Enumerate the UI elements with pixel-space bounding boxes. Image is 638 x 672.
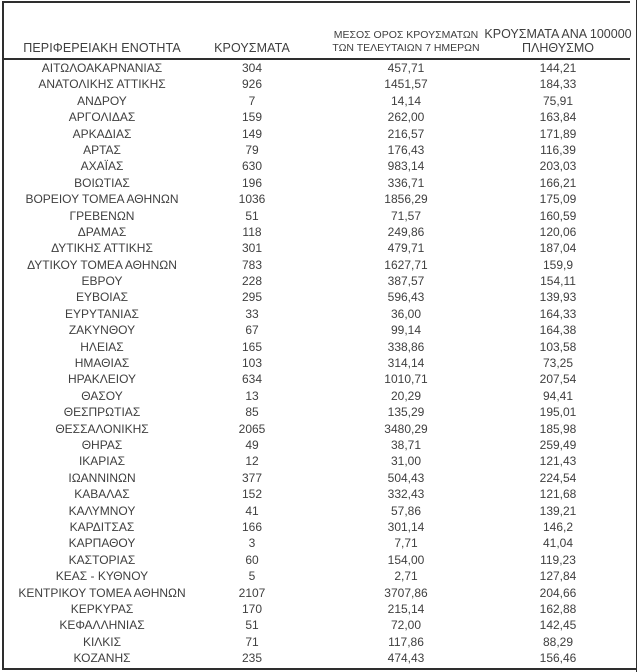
per100k-cell: 146,2 [542,519,574,534]
region-cell: ΑΡΚΑΔΙΑΣ [72,126,132,141]
table-row [0,437,638,453]
cases-cell: 152 [241,487,263,502]
cases-cell: 85 [245,405,259,420]
avg7-cell: 216,57 [387,126,425,141]
table-row [0,273,638,289]
avg7-cell: 474,43 [387,651,425,666]
region-cell: ΚΕΑΣ - ΚΥΘΝΟΥ [55,569,149,584]
table-row [0,486,638,502]
region-cell: ΑΡΓΟΛΙΔΑΣ [68,110,136,125]
column-header-regional-unit-label: ΠΕΡΙΦΕΡΕΙΑΚΗ ΕΝΟΤΗΤΑ [23,41,181,55]
table-row [0,552,638,568]
column-header-cases-per-100000 [484,3,632,58]
cases-cell: 41 [245,503,259,518]
cases-cell: 196 [241,175,263,190]
avg7-cell: 72,00 [390,618,422,633]
per100k-cell: 164,38 [539,323,577,338]
region-cell: ΕΒΡΟΥ [81,274,123,289]
avg7-cell: 596,43 [387,290,425,305]
cases-cell: 149 [241,126,263,141]
cases-cell: 1036 [238,192,266,207]
per100k-cell: 73,25 [542,356,574,371]
table-row [0,634,638,650]
region-cell: ΓΡΕΒΕΝΩΝ [69,208,135,223]
per100k-cell: 154,11 [540,274,576,289]
per100k-cell: 41,04 [542,536,574,551]
cases-cell: 170 [241,601,263,616]
region-cell: ΚΕΡΚΥΡΑΣ [70,601,134,616]
avg7-cell: 457,71 [387,61,425,75]
per100k-cell: 142,45 [539,618,577,633]
per100k-cell: 139,21 [539,503,577,518]
cases-cell: 51 [245,618,259,633]
per100k-cell: 121,43 [539,454,577,469]
region-cell: ΚΑΒΑΛΑΣ [74,487,130,502]
table-header-row [0,3,638,58]
cases-cell: 67 [245,323,259,338]
per100k-cell: 203,03 [539,159,577,174]
cases-cell: 13 [245,388,259,403]
avg7-cell: 57,86 [390,503,422,518]
avg7-cell: 332,43 [387,487,425,502]
table-body [0,60,638,666]
per100k-cell: 75,91 [542,93,574,108]
region-cell: ΘΕΣΠΡΩΤΙΑΣ [63,405,141,420]
column-header-cases-label: ΚΡΟΥΣΜΑΤΑ [214,41,290,55]
table-row [0,76,638,92]
per100k-cell: 103,58 [539,339,577,354]
per100k-cell: 119,23 [540,552,576,567]
per100k-cell: 164,33 [539,306,577,321]
region-cell: ΙΩΑΝΝΙΝΩΝ [68,470,136,485]
per100k-cell: 94,41 [542,388,574,403]
table-row [0,535,638,551]
region-cell: ΘΕΣΣΑΛΟΝΙΚΗΣ [55,421,149,436]
cases-cell: 304 [241,61,263,75]
per100k-cell: 127,84 [539,569,577,584]
cases-cell: 159 [241,110,263,125]
per100k-cell: 171,89 [539,126,577,141]
cases-cell: 103 [241,356,263,371]
per100k-cell: 116,39 [540,142,576,157]
avg7-cell: 20,29 [390,388,422,403]
region-cell: ΑΝΑΤΟΛΙΚΗΣ ΑΤΤΙΚΗΣ [38,77,166,92]
column-header-avg-line1: ΜΕΣΟΣ ΟΡΟΣ ΚΡΟΥΣΜΑΤΩΝ [333,29,479,41]
table-row [0,650,638,666]
table-row [0,289,638,305]
column-header-per100k-line2: ΠΛΗΘΥΣΜΟ [522,41,594,55]
avg7-cell: 249,86 [387,224,425,239]
region-cell: ΙΚΑΡΙΑΣ [78,454,126,469]
cases-cell: 630 [241,159,263,174]
cases-cell: 783 [241,257,263,272]
region-cell: ΕΥΒΟΙΑΣ [75,290,129,305]
cases-cell: 33 [245,306,259,321]
column-header-avg-last-7-days [300,3,512,58]
table-row [0,208,638,224]
table-row [0,158,638,174]
avg7-cell: 38,71 [390,437,422,452]
region-cell: ΔΥΤΙΚΟΥ ΤΟΜΕΑ ΑΘΗΝΩΝ [27,257,177,272]
table-row [0,191,638,207]
cases-cell: 7 [248,93,256,108]
avg7-cell: 135,29 [387,405,425,420]
cases-cell: 295 [241,290,263,305]
per100k-cell: 185,98 [539,421,577,436]
avg7-cell: 71,57 [390,208,422,223]
region-cell: ΑΧΑΪΑΣ [80,159,124,174]
cases-cell: 49 [245,437,259,452]
region-cell: ΑΡΤΑΣ [83,142,121,157]
table-row [0,585,638,601]
avg7-cell: 504,43 [387,470,425,485]
per100k-cell: 139,93 [539,290,577,305]
cases-cell: 926 [241,77,263,92]
region-cell: ΖΑΚΥΝΘΟΥ [68,323,136,338]
per100k-cell: 195,01 [539,405,577,420]
cases-cell: 51 [245,208,259,223]
column-header-avg-line2: ΤΩΝ ΤΕΛΕΥΤΑΙΩΝ 7 ΗΜΕΡΩΝ [332,42,480,54]
per100k-cell: 120,06 [539,224,577,239]
region-cell: ΚΙΛΚΙΣ [82,634,122,649]
per100k-cell: 156,46 [539,651,577,666]
table-row [0,109,638,125]
avg7-cell: 338,86 [387,339,425,354]
per100k-cell: 163,84 [539,110,577,125]
table-row [0,421,638,437]
per100k-cell: 144,21 [539,61,577,75]
per100k-cell: 224,54 [539,470,577,485]
region-cell: ΗΛΕΙΑΣ [80,339,124,354]
region-cell: ΔΡΑΜΑΣ [77,224,127,239]
table-row [0,470,638,486]
cases-cell: 60 [245,552,259,567]
region-cell: ΒΟΡΕΙΟΥ ΤΟΜΕΑ ΑΘΗΝΩΝ [25,192,179,207]
cases-cell: 5 [248,569,256,584]
table-row [0,568,638,584]
cases-cell: 79 [245,142,259,157]
cases-cell: 2065 [238,421,266,436]
avg7-cell: 3480,29 [384,421,428,436]
per100k-cell: 259,49 [539,437,577,452]
avg7-cell: 117,86 [388,634,424,649]
per100k-cell: 88,29 [542,634,574,649]
region-cell: ΔΥΤΙΚΗΣ ΑΤΤΙΚΗΣ [51,241,153,256]
table-row [0,388,638,404]
table-row [0,339,638,355]
avg7-cell: 154,00 [387,552,425,567]
region-cell: ΗΜΑΘΙΑΣ [74,356,130,371]
per100k-cell: 159,9 [542,257,574,272]
avg7-cell: 387,57 [387,274,425,289]
region-cell: ΒΟΙΩΤΙΑΣ [74,175,130,190]
avg7-cell: 301,14 [387,519,425,534]
per100k-cell: 187,04 [539,241,577,256]
table-row [0,60,638,76]
cases-cell: 166 [241,519,263,534]
avg7-cell: 1856,29 [384,192,428,207]
table-row [0,503,638,519]
avg7-cell: 3707,86 [384,585,428,600]
table-row [0,240,638,256]
table-row [0,617,638,633]
per100k-cell: 166,21 [539,175,577,190]
avg7-cell: 336,71 [387,175,425,190]
table-row [0,404,638,420]
region-cell: ΚΑΡΔΙΤΣΑΣ [69,519,135,534]
avg7-cell: 7,71 [394,536,418,551]
per100k-cell: 175,09 [539,192,577,207]
table-row [0,453,638,469]
region-cell: ΘΗΡΑΣ [81,437,123,452]
table-row [0,519,638,535]
column-header-regional-unit [0,3,204,58]
per100k-cell: 162,88 [539,601,577,616]
table-row [0,224,638,240]
region-cell: ΑΙΤΩΛΟΑΚΑΡΝΑΝΙΑΣ [41,61,163,75]
cases-cell: 634 [241,372,263,387]
cases-cell: 165 [241,339,263,354]
avg7-cell: 31,00 [390,454,422,469]
avg7-cell: 2,71 [394,569,418,584]
table-row [0,257,638,273]
cases-cell: 301 [241,241,263,256]
avg7-cell: 36,00 [390,306,422,321]
avg7-cell: 314,14 [387,356,425,371]
avg7-cell: 1627,71 [384,257,428,272]
per100k-cell: 121,68 [539,487,577,502]
avg7-cell: 983,14 [387,159,425,174]
avg7-cell: 1451,57 [384,77,428,92]
cases-cell: 377 [241,470,263,485]
table-bottom-border [2,668,637,670]
cases-cell: 235 [241,651,263,666]
region-cell: ΕΥΡΥΤΑΝΙΑΣ [65,306,139,321]
region-cell: ΚΑΛΥΜΝΟΥ [68,503,136,518]
cases-cell: 12 [245,454,259,469]
per100k-cell: 184,33 [539,77,577,92]
table-row [0,355,638,371]
region-cell: ΚΟΖΑΝΗΣ [73,651,131,666]
cases-cell: 228 [241,274,263,289]
avg7-cell: 1010,71 [384,372,428,387]
region-cell: ΚΑΣΤΟΡΙΑΣ [68,552,136,567]
column-header-per100k-line1: ΚΡΟΥΣΜΑΤΑ ΑΝΑ 100000 [484,27,632,41]
table-row [0,371,638,387]
table-row [0,126,638,142]
avg7-cell: 14,14 [390,93,422,108]
cases-cell: 118 [242,224,262,239]
table-row [0,175,638,191]
table-row [0,322,638,338]
region-cell: ΑΝΔΡΟΥ [77,93,127,108]
avg7-cell: 99,14 [390,323,422,338]
avg7-cell: 479,71 [387,241,425,256]
cases-cell: 2107 [238,585,266,600]
column-header-cases [204,3,300,58]
table-row [0,142,638,158]
region-cell: ΗΡΑΚΛΕΙΟΥ [67,372,137,387]
per100k-cell: 204,66 [539,585,577,600]
table-row [0,306,638,322]
avg7-cell: 176,43 [387,142,425,157]
cases-cell: 3 [248,536,256,551]
per100k-cell: 160,59 [539,208,577,223]
region-cell: ΘΑΣΟΥ [81,388,123,403]
region-cell: ΚΕΝΤΡΙΚΟΥ ΤΟΜΕΑ ΑΘΗΝΩΝ [18,585,186,600]
region-cell: ΚΑΡΠΑΘΟΥ [68,536,136,551]
avg7-cell: 262,00 [387,110,425,125]
cases-cell: 71 [245,634,259,649]
per100k-cell: 207,54 [539,372,577,387]
avg7-cell: 215,14 [387,601,425,616]
table-row [0,93,638,109]
region-cell: ΚΕΦΑΛΛΗΝΙΑΣ [59,618,145,633]
table-row [0,601,638,617]
